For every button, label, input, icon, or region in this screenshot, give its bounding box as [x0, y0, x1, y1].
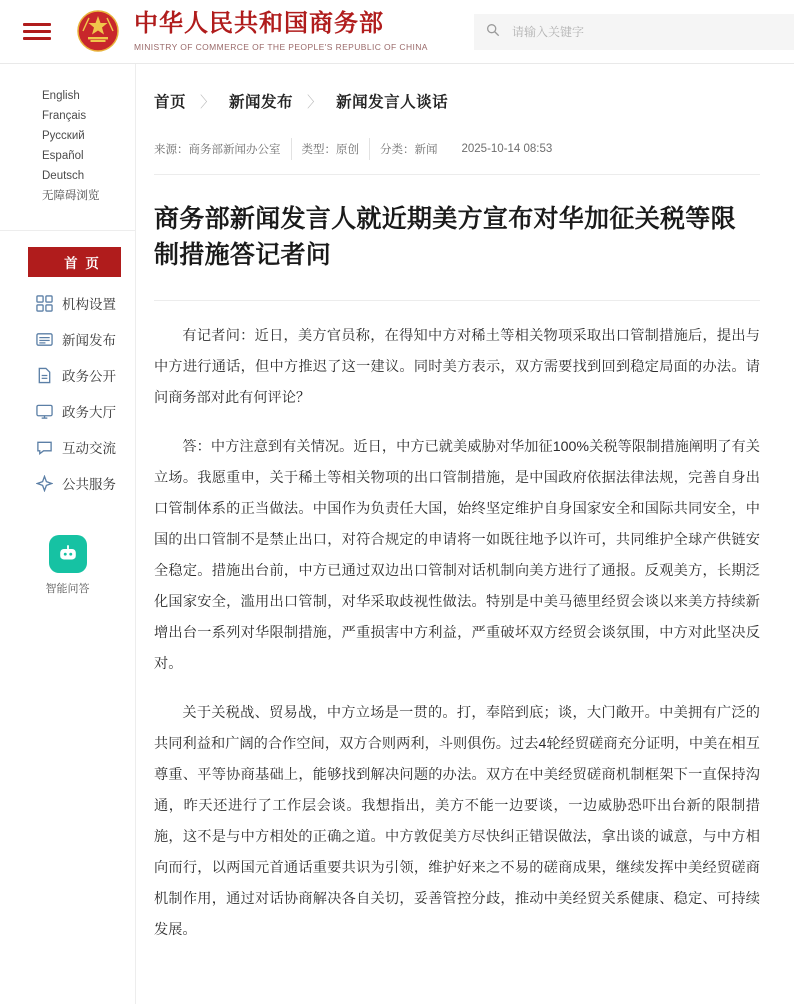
sidebar-item-label: 政务公开: [62, 369, 116, 384]
title-divider: [154, 300, 760, 301]
meta-divider: [154, 174, 760, 175]
chevron-right-icon: 〉: [307, 93, 323, 111]
sidebar: [0, 64, 136, 1004]
language-row: [42, 186, 135, 206]
sidebar-item-label: 公共服务: [62, 477, 116, 492]
compass-icon: [36, 475, 53, 492]
page-body: [0, 64, 794, 1004]
breadcrumb: [154, 90, 760, 112]
article-paragraph: 有记者问：近日，美方官员称，在得知中方对稀土等相关物项采取出口管制措施后，提出与中方进行通话，但中方推迟了这一建议。同时美方表示，双方需要找到回到稳定局面的办法。请问商务部对此有何评论？: [154, 327, 760, 406]
smart-assistant-label: 智能问答: [45, 583, 90, 595]
language-row: [42, 86, 135, 126]
hamburger-bar: [23, 37, 51, 40]
accessibility-link[interactable]: 无障碍浏览: [42, 190, 100, 202]
lang-russian[interactable]: Русский: [42, 130, 85, 142]
sidebar-item-home[interactable]: [28, 247, 121, 277]
site-title: [134, 11, 428, 52]
language-row: [42, 166, 135, 186]
hamburger-bar: [23, 23, 51, 26]
document-icon: [36, 367, 53, 384]
site-title-cn: 中华人民共和国商务部: [134, 11, 384, 38]
breadcrumb-item-home[interactable]: 首页: [154, 94, 187, 111]
main-content: [136, 64, 794, 1004]
breadcrumb-item-news[interactable]: 新闻发布: [229, 94, 294, 111]
sidebar-item-label: 政务大厅: [62, 405, 116, 420]
search-icon: [486, 23, 500, 40]
page-title: 商务部新闻发言人就近期美方宣布对华加征关税等限制措施答记者问: [154, 205, 736, 270]
lang-english[interactable]: English: [42, 90, 80, 102]
sidebar-item-public-service[interactable]: [0, 465, 135, 501]
language-list: [0, 86, 135, 216]
sidebar-item-service-hall[interactable]: [0, 393, 135, 429]
breadcrumb-item-spokesperson[interactable]: 新闻发言人谈话: [336, 94, 449, 111]
robot-icon: [49, 535, 87, 573]
language-row: [42, 126, 135, 166]
chevron-right-icon: 〉: [200, 93, 216, 111]
site-header: [0, 0, 794, 64]
sidebar-item-label: 首 页: [64, 256, 101, 271]
smart-assistant-button[interactable]: [0, 535, 135, 596]
sidebar-item-organization[interactable]: [0, 285, 135, 321]
meta-category: 分类：新闻: [380, 144, 438, 156]
lang-espanol[interactable]: Español: [42, 150, 84, 162]
search-input[interactable]: [510, 24, 782, 40]
sidebar-item-interaction[interactable]: [0, 429, 135, 465]
sidebar-item-government-disclosure[interactable]: [0, 357, 135, 393]
hamburger-icon[interactable]: [0, 23, 74, 40]
article-paragraph: 关于关税战、贸易战，中方立场是一贯的。打，奉陪到底；谈，大门敞开。中美拥有广泛的共同利益和广阔的合作空间，双方合则两利，斗则俱伤。过去4轮经贸磋商充分证明，中美在相互尊重、平等协商基础上，能够找到解决问题的办法。双方在中美经贸磋商机制框架下一直保持沟通，昨天还进行了工作层会谈。我想指出，美方不能一边要谈，一边威胁恐吓出台新的限制措施，这不是与中方相处的正确之道。中方敦促美方尽快纠正错误做法，拿出谈的诚意，与中方相向而行，以两国元首通话重要共识为引领，维护好来之不易的磋商成果，继续发挥中美经贸磋商机制作用，通过对话协商解决各自关切，妥善管控分歧，推动中美经贸关系健康、稳定、可持续发展。: [154, 704, 760, 938]
sidebar-item-news[interactable]: [0, 321, 135, 357]
meta-source: 来源：商务部新闻办公室: [154, 138, 292, 160]
sidebar-item-label: 互动交流: [62, 441, 116, 456]
site-title-en: MINISTRY OF COMMERCE OF THE PEOPLE'S REPUBLIC OF CHINA: [134, 41, 428, 52]
news-icon: [36, 331, 53, 348]
sidebar-divider: [0, 230, 135, 231]
lang-deutsch[interactable]: Deutsch: [42, 170, 85, 182]
meta-type: 类型：原创: [292, 138, 371, 160]
sidebar-item-label: 新闻发布: [62, 333, 116, 348]
article-body: [154, 321, 760, 946]
meta-datetime: 2025-10-14 08:53: [461, 143, 553, 155]
monitor-icon: [36, 403, 53, 420]
chat-icon: [36, 439, 53, 456]
national-emblem-icon: [74, 8, 122, 56]
article-meta: [154, 138, 760, 160]
grid-icon: [36, 295, 53, 312]
article-paragraph: 答：中方注意到有关情况。近日，中方已就美威胁对华加征100%关税等限制措施阐明了有关立场。我愿重申，关于稀土等相关物项的出口管制措施，是中国政府依据法律法规，完善自身出口管制体系的正当做法。中国作为负责任大国，始终坚定维护自身国家安全和国际共同安全，中国的出口管制不是禁止出口，对符合规定的申请将一如既往地予以许可，共同维护全球产供链安全稳定。措施出台前，中方已通过双边出口管制对话机制向美方进行了通报。反观美方，长期泛化国家安全，滥用出口管制，对华采取歧视性做法。特别是中美马德里经贸会谈以来美方持续新增出台一系列对华限制措施，严重损害中方利益，严重破坏双方经贸会谈氛围，中方对此坚决反对。: [154, 438, 760, 672]
lang-francais[interactable]: Français: [42, 110, 87, 122]
search-box[interactable]: [474, 14, 794, 50]
sidebar-nav: [0, 247, 135, 501]
hamburger-bar: [23, 30, 51, 33]
sidebar-item-label: 机构设置: [62, 297, 116, 312]
